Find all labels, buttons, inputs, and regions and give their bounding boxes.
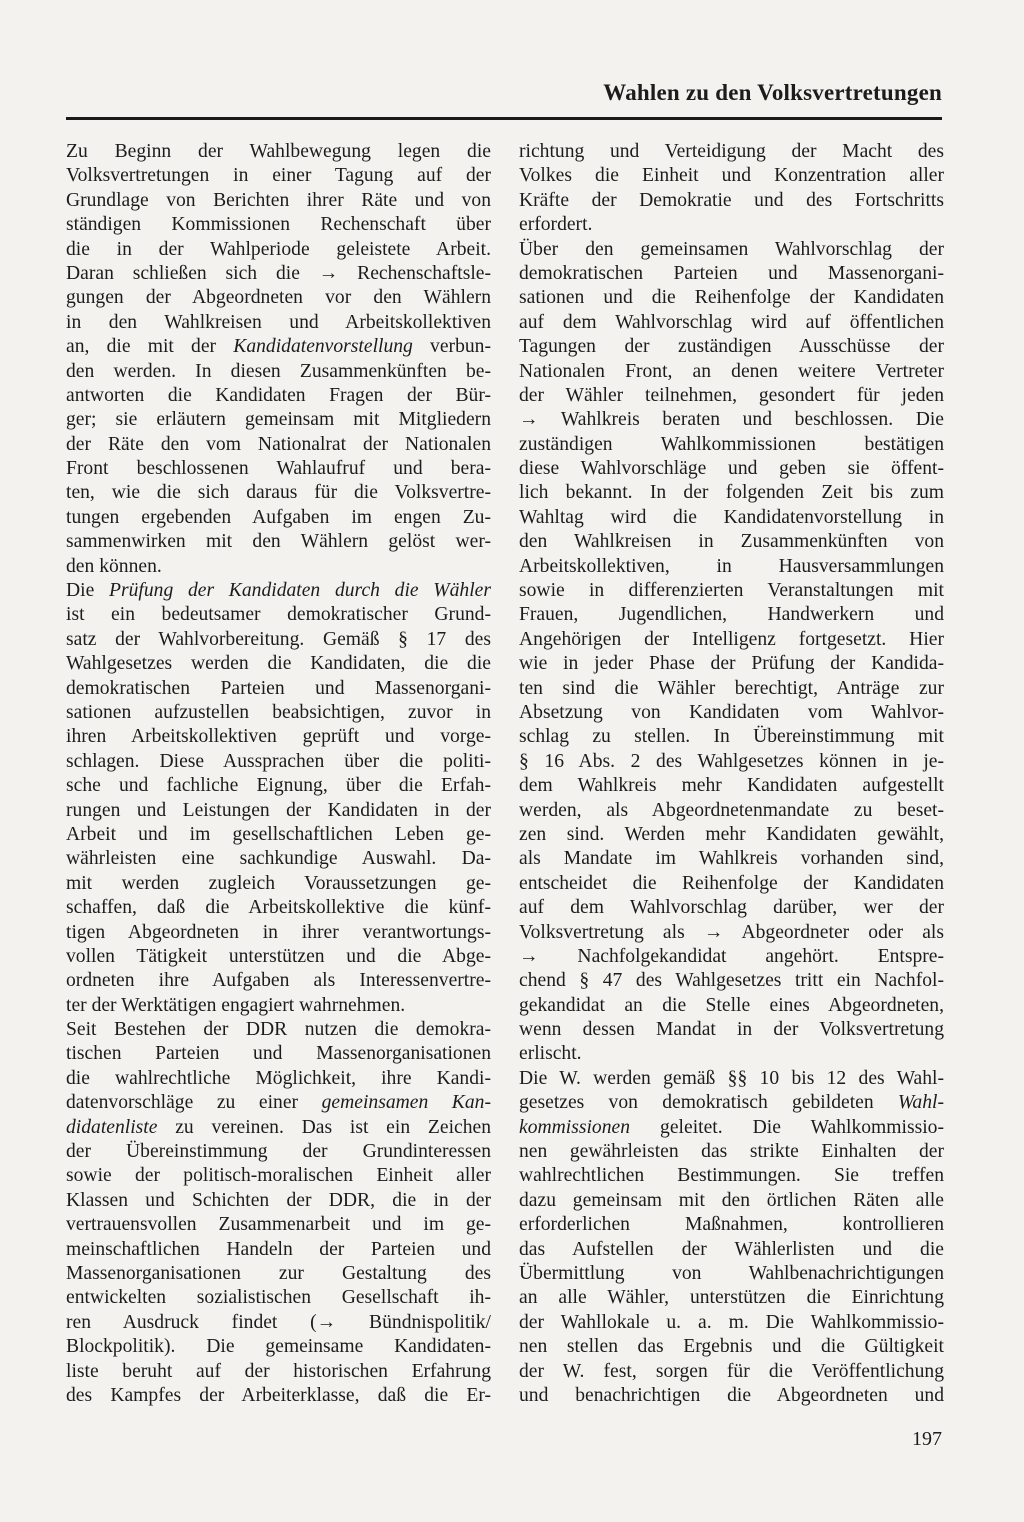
text-line [519,1116,944,1140]
text-line: Klassen und Schichten der DDR, die in der [66,1189,491,1211]
text-line: in den Wahlkreisen und Arbeitskollektiven [66,311,491,333]
text-line: Volksvertretungen in einer Tagung auf der [66,165,491,187]
text-line: Wahlgesetzes werden die Kandidaten, die die [66,653,491,675]
text-line: tungen ergebenden Aufgaben im engen Zu- [66,506,491,528]
text-line: Daran schließen sich die → Rechenschaftsle- [66,262,491,284]
text-line: tigen Abgeordneten in ihrer verantwortungs- [66,921,491,943]
text-line: sationen aufzustellen beabsichtigen, zuvor in [66,701,491,723]
text-line: chend § 47 des Wahlgesetzes tritt ein Nachfol- [519,970,944,992]
text-line: Übermittlung von Wahlbenachrichtigungen [519,1262,944,1284]
text-line: sowie in differenzierten Veranstaltungen mit [519,580,944,602]
text-line: meinschaftlichen Handeln der Parteien und [66,1238,491,1260]
text-line: erfordert. [519,214,593,236]
text-line: diese Wahlvorschläge und geben sie öffent- [519,458,944,480]
text-line: auf dem Wahlvorschlag wird auf öffentlichen [519,311,944,333]
text-line: ordneten ihre Aufgaben als Interessenvertre- [66,970,491,992]
text-line: erforderlichen Maßnahmen, kontrollieren [519,1214,944,1236]
text-line: Kräfte der Demokratie und des Fortschritts [519,189,944,211]
text-line: währleisten eine sachkundige Auswahl. Da- [66,848,491,870]
text-line: den können. [66,555,162,577]
italic-term: Prüfung der Kandidaten durch die Wähler [109,580,491,602]
text-line: erlischt. [519,1043,582,1065]
text-line: Die W. werden gemäß §§ 10 bis 12 des Wahl- [519,1067,944,1089]
text-line: tischen Parteien und Massenorganisationen [66,1043,491,1065]
text-line: ist ein bedeutsamer demokratischer Grund- [66,604,491,626]
text-line: Front beschlossenen Wahlaufruf und bera- [66,458,491,480]
text-line: Zu Beginn der Wahlbewegung legen die [66,141,491,162]
text-line: gungen der Abgeordneten vor den Wählern [66,287,491,309]
text-line: Arbeit und im gesellschaftlichen Leben ge- [66,823,491,845]
text-line: ren Ausdruck findet (→ Bündnispolitik/ [66,1311,491,1333]
text-line: an alle Wähler, unterstützen die Einrichtung [519,1287,944,1309]
text-line: Massenorganisationen zur Gestaltung des [66,1262,491,1284]
text-line: rungen und Leistungen der Kandidaten in der [66,799,491,821]
text-line: vertrauensvollen Zusammenarbeit und im ge- [66,1214,491,1236]
text-line [66,335,491,359]
text-line: auf dem Wahlvorschlag darüber, wer der [519,897,944,919]
text-segment: zu vereinen. Das ist ein Zeichen [157,1116,491,1138]
text-line: Volksvertretung als → Abgeordneter oder als [519,921,944,943]
text-line: der Räte den vom Nationalrat der Nationalen [66,433,491,455]
text-line: entscheidet die Reihenfolge der Kandidaten [519,872,944,894]
text-line: den Wahlkreisen in Zusammenkünften von [519,531,944,553]
text-line: sammenwirken mit den Wählern gelöst wer- [66,531,491,553]
text-line: als Mandate im Wahlkreis vorhanden sind, [519,848,944,870]
text-line: ihren Arbeitskollektiven geprüft und vorge- [66,726,491,748]
text-segment: gesetzes von demokratisch gebildeten [519,1092,898,1114]
text-segment: verbun- [412,336,491,358]
text-line: nen gewährleisten das strikte Einhalten der [519,1141,944,1163]
header-rule [66,117,942,120]
text-line: Tagungen der zuständigen Ausschüsse der [519,336,944,358]
text-line: schaffen, daß die Arbeitskollektive die künf- [66,897,491,919]
right-text-column [519,140,944,1408]
text-line: antworten die Kandidaten Fragen der Bür- [66,384,491,406]
text-line: die wahlrechtliche Möglichkeit, ihre Kandi- [66,1067,491,1089]
text-line: das Aufstellen der Wählerlisten und die [519,1238,944,1260]
text-line: mit werden zugleich Voraussetzungen ge- [66,872,491,894]
text-line: der Wähler teilnehmen, gesondert für jeden [519,384,944,406]
text-line: gekandidat an die Stelle eines Abgeordneten, [519,994,944,1016]
text-line: ter der Werktätigen engagiert wahrnehmen. [66,994,406,1016]
text-line [519,1091,944,1115]
text-line: der Übereinstimmung der Grundinteressen [66,1141,491,1163]
text-line: lich bekannt. In der folgenden Zeit bis zum [519,482,944,504]
text-line: richtung und Verteidigung der Macht des [519,141,944,162]
text-line: → Wahlkreis beraten und beschlossen. Die [519,409,944,431]
text-line: ständigen Kommissionen Rechenschaft über [66,214,491,236]
italic-term: Kandidatenvorstellung [233,336,413,358]
text-line [66,1116,491,1140]
page-number: 197 [912,1428,942,1450]
text-line: schlag zu stellen. In Übereinstimmung mit [519,726,944,748]
text-line: demokratischen Parteien und Massenorgani- [66,677,491,699]
text-line: satz der Wahlvorbereitung. Gemäß § 17 des [66,628,491,650]
text-line: des Kampfes der Arbeiterklasse, daß die Er- [66,1384,491,1406]
text-line: der W. fest, sorgen für die Veröffentlichung [519,1360,944,1382]
running-header-title: Wahlen zu den Volksvertretungen [603,80,942,105]
text-line: Seit Bestehen der DDR nutzen die demokra- [66,1019,491,1041]
text-line: Wahltag wird die Kandidatenvorstellung in [519,506,944,528]
text-segment: geleitet. Die Wahlkommissio- [630,1116,944,1138]
text-line: vollen Tätigkeit unterstützen und die Abge- [66,945,491,967]
text-line: dem Wahlkreis mehr Kandidaten aufgestellt [519,775,944,797]
text-line: → Nachfolgekandidat angehört. Entspre- [519,945,944,967]
text-line: dazu gemeinsam mit den örtlichen Räten alle [519,1189,944,1211]
italic-term: kommissionen [519,1116,631,1138]
text-line: Nationalen Front, an denen weitere Vertreter [519,360,944,382]
text-line: § 16 Abs. 2 des Wahlgesetzes können in je- [519,750,944,772]
text-line: den werden. In diesen Zusammenkünften be- [66,360,491,382]
text-line: Angehörigen der Intelligenz fortgesetzt. Hier [519,628,944,650]
text-line: Volkes die Einheit und Konzentration aller [519,165,944,187]
text-line: schlagen. Diese Aussprachen über die politi- [66,750,491,772]
text-line: die in der Wahlperiode geleistete Arbeit. [66,238,491,260]
text-line: Arbeitskollektiven, in Hausversammlungen [519,555,944,577]
text-line: Grundlage von Berichten ihrer Räte und von [66,189,491,211]
text-line: sowie der politisch-moralischen Einheit aller [66,1165,491,1187]
text-line: wie in jeder Phase der Prüfung der Kandida- [519,653,944,675]
text-line: und benachrichtigen die Abgeordneten und [519,1384,944,1406]
text-line: liste beruht auf der historischen Erfahrung [66,1360,491,1382]
text-line: Frauen, Jugendlichen, Handwerkern und [519,604,944,626]
text-line: demokratischen Parteien und Massenorgani- [519,262,944,284]
text-line: Absetzung von Kandidaten vom Wahlvor- [519,701,944,723]
text-line [66,579,491,603]
text-line: der Wahllokale u. a. m. Die Wahlkommissio- [519,1311,944,1333]
text-line: ten sind die Wähler berechtigt, Anträge zur [519,677,944,699]
text-segment: datenvorschläge zu einer [66,1092,322,1114]
text-segment: Die [66,580,110,602]
text-line: nen stellen das Ergebnis und die Gültigkeit [519,1336,944,1358]
text-line: ten, wie die sich daraus für die Volksvertre- [66,482,491,504]
text-line: Blockpolitik). Die gemeinsame Kandidaten- [66,1336,491,1358]
text-segment: an, die mit der [66,336,234,358]
text-line: werden, als Abgeordnetenmandate zu beset- [519,799,944,821]
italic-term: gemeinsamen Kan- [321,1092,491,1114]
text-line: zen sind. Werden mehr Kandidaten gewählt, [519,823,944,845]
italic-term: Wahl- [897,1092,944,1114]
text-line: wahlrechtlichen Bestimmungen. Sie treffen [519,1165,944,1187]
text-line: entwickelten sozialistischen Gesellschaft ih- [66,1287,491,1309]
italic-term: didatenliste [66,1116,158,1138]
left-text-column [66,140,491,1408]
text-line: wenn dessen Mandat in der Volksvertretung [519,1019,944,1041]
text-line [66,1091,491,1115]
text-line: zuständigen Wahlkommissionen bestätigen [519,433,944,455]
text-line: ger; sie erläutern gemeinsam mit Mitgliedern [66,409,491,431]
text-line: Über den gemeinsamen Wahlvorschlag der [519,238,944,260]
text-line: sche und fachliche Eignung, über die Erfah- [66,775,491,797]
text-line: sationen und die Reihenfolge der Kandidaten [519,287,944,309]
